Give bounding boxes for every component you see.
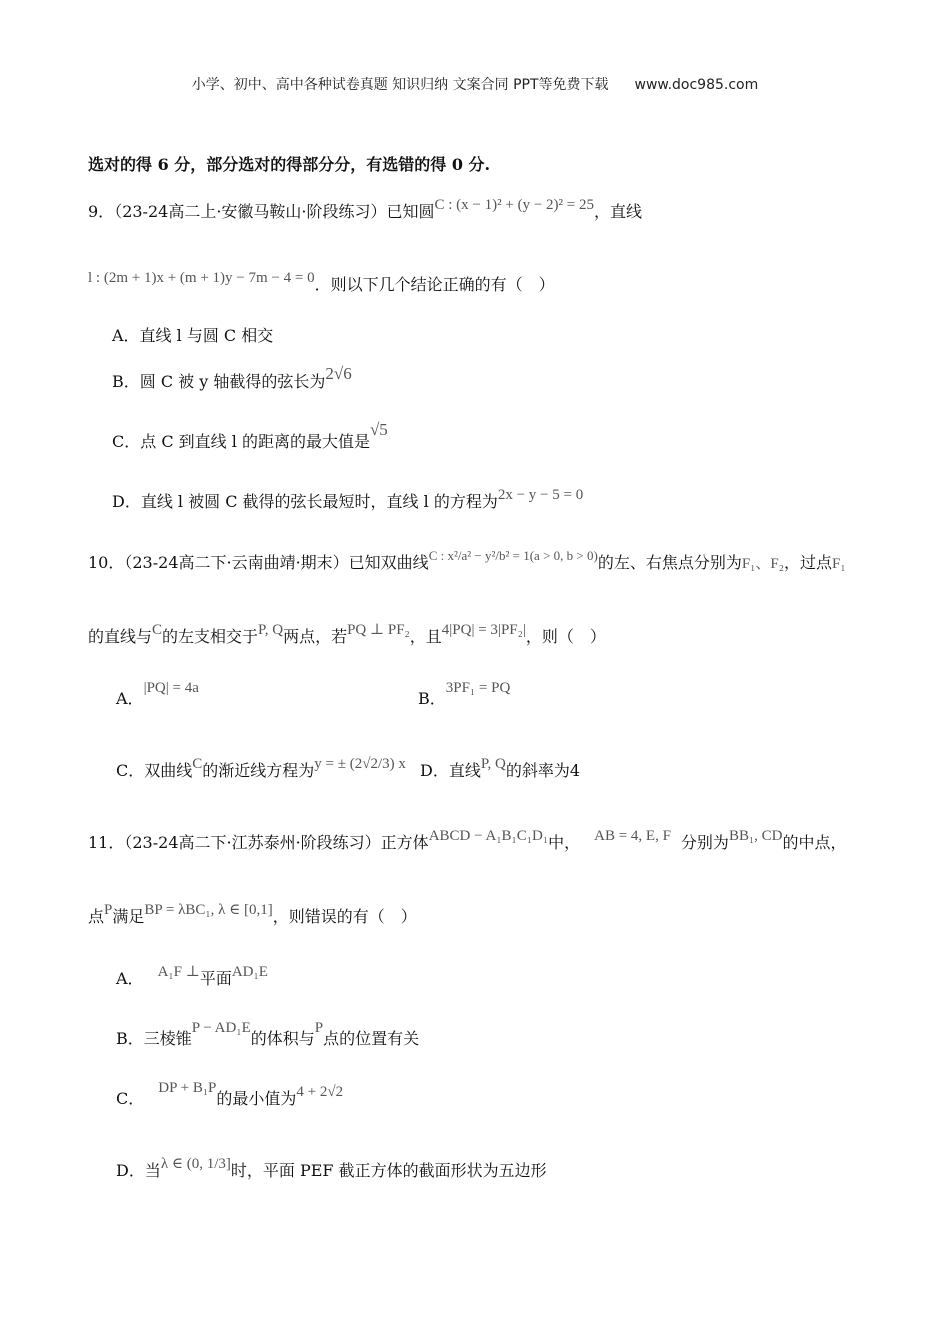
q9-ask: ．则以下几个结论正确的有（ ） bbox=[314, 275, 555, 294]
q11-option-a-label: A． bbox=[116, 969, 144, 988]
q10-c: C bbox=[152, 622, 163, 638]
q11-number: 11． bbox=[88, 833, 125, 852]
q11-text-end: 的中点， bbox=[782, 833, 847, 852]
q11-option-b-text: B．三棱锥 bbox=[116, 1029, 192, 1048]
q10-text2: ，过点 bbox=[783, 553, 832, 572]
q11-option-a-math: A₁F ⊥ bbox=[157, 964, 200, 980]
q11-line1 bbox=[88, 830, 847, 853]
q11-text-mid: 中， bbox=[548, 833, 581, 852]
q11-source: （23-24高二下·江苏泰州·阶段练习）正方体 bbox=[124, 833, 429, 852]
q9-option-b bbox=[112, 364, 352, 392]
q9-after-circle: ，直线 bbox=[594, 202, 643, 221]
q11-option-c-text: 的最小值为 bbox=[216, 1089, 297, 1108]
q10-line1 bbox=[88, 550, 846, 573]
q10-perp: PQ ⊥ PF₂ bbox=[347, 622, 410, 638]
q11-option-b-p: P bbox=[314, 1020, 324, 1036]
q11-given: AB = 4, E, F bbox=[594, 828, 671, 844]
q9-line-equation: l : (2m + 1)x + (m + 1)y − 7m − 4 = 0 bbox=[88, 270, 315, 286]
q11-option-c bbox=[116, 1080, 344, 1109]
q10-option-c-mid: 的渐近线方程为 bbox=[202, 761, 315, 780]
q9-line1 bbox=[88, 199, 642, 222]
q9-line2 bbox=[88, 272, 555, 295]
q11-line2-c: ，则错误的有（ ） bbox=[272, 907, 417, 926]
q10-ratio: 4|PQ| = 3|PF₂| bbox=[441, 622, 526, 638]
q10-line2-a: 的直线与 bbox=[88, 627, 153, 646]
q9-option-c-text: C．点 C 到直线 l 的距离的最大值是 bbox=[112, 432, 370, 451]
q10-f1: F₁ bbox=[832, 556, 846, 572]
q10-line2-c: 两点，若 bbox=[283, 627, 348, 646]
q11-option-a-math2: AD₁E bbox=[231, 964, 268, 980]
q11-option-d-text: D．当 bbox=[116, 1161, 161, 1180]
q10-option-d-var: P, Q bbox=[480, 756, 506, 772]
q10-option-c-var: C bbox=[192, 756, 203, 772]
q11-option-a-text: 平面 bbox=[199, 969, 232, 988]
q10-option-c-text: C．双曲线 bbox=[116, 761, 193, 780]
q10-pq-points: P, Q bbox=[258, 622, 284, 638]
q10-option-c-math: y = ± (2√2/3) x bbox=[314, 756, 406, 772]
q11-option-b-mid: 的体积与 bbox=[250, 1029, 315, 1048]
header-text: 小学、初中、高中各种试卷真题 知识归纳 文案合同 PPT等免费下载 bbox=[191, 77, 609, 93]
q10-line2 bbox=[88, 624, 606, 647]
q11-segments: BB₁, CD bbox=[728, 828, 783, 844]
q9-option-c bbox=[112, 420, 388, 452]
q10-option-b-math: 3PF₁ = PQ bbox=[445, 680, 511, 696]
q11-option-d bbox=[116, 1158, 547, 1181]
q10-option-d-text: D．直线 bbox=[420, 761, 481, 780]
page-header bbox=[0, 74, 950, 94]
q9-option-a: A．直线 l 与圆 C 相交 bbox=[112, 326, 274, 345]
q10-option-a bbox=[116, 680, 199, 709]
q11-cube: ABCD − A₁B₁C₁D₁ bbox=[428, 828, 549, 844]
q11-line2 bbox=[88, 904, 417, 927]
q9-option-d-text: D．直线 l 被圆 C 截得的弦长最短时，直线 l 的方程为 bbox=[112, 492, 498, 511]
q9-option-b-text: B．圆 C 被 y 轴截得的弦长为 bbox=[112, 372, 326, 391]
q11-option-d-math: λ ∈ (0, 1/3] bbox=[160, 1156, 231, 1172]
q10-line2-d: ，且 bbox=[409, 627, 442, 646]
q9-option-d-math: 2x − y − 5 = 0 bbox=[497, 487, 584, 503]
q11-condition: BP = λBC₁, λ ∈ [0,1] bbox=[144, 902, 273, 918]
q11-text-mid2: 分别为 bbox=[680, 833, 729, 852]
q11-option-b bbox=[116, 1020, 420, 1049]
q11-option-b-end: 点的位置有关 bbox=[323, 1029, 420, 1048]
q9-circle-equation: C : (x − 1)² + (y − 2)² = 25 bbox=[434, 197, 594, 213]
q11-option-c-label: C． bbox=[116, 1089, 145, 1108]
q11-option-d-end: 时，平面 PEF 截正方体的截面形状为五边形 bbox=[230, 1161, 547, 1180]
q10-line2-e: ，则（ ） bbox=[525, 627, 606, 646]
q9-source: （23-24高二上·安徽马鞍山·阶段练习）已知圆 bbox=[114, 202, 435, 221]
q11-line2-a: 点 bbox=[88, 907, 105, 926]
header-url: www.doc985.com bbox=[634, 77, 759, 93]
q10-text1: 的左、右焦点分别为 bbox=[597, 553, 742, 572]
q11-option-c-math2: 4 + 2√2 bbox=[296, 1084, 344, 1100]
q10-option-c bbox=[116, 758, 406, 781]
q10-option-a-math: |PQ| = 4a bbox=[143, 680, 199, 696]
q10-option-d bbox=[420, 758, 580, 781]
q11-p: P bbox=[104, 902, 113, 918]
q9-option-c-math: √5 bbox=[369, 420, 388, 439]
q11-line2-b: 满足 bbox=[112, 907, 145, 926]
q9-number: 9． bbox=[88, 202, 115, 221]
q11-option-b-math: P − AD₁E bbox=[191, 1020, 251, 1036]
q11-option-c-math: DP + B₁P bbox=[158, 1080, 217, 1096]
q10-option-b bbox=[418, 680, 511, 709]
q10-option-b-label: B． bbox=[418, 689, 446, 708]
q10-source: （23-24高二下·云南曲靖·期末）已知双曲线 bbox=[124, 553, 429, 572]
q10-option-d-mid: 的斜率为4 bbox=[505, 761, 581, 780]
q10-number: 10． bbox=[88, 553, 125, 572]
q10-option-a-label: A． bbox=[116, 689, 144, 708]
q10-foci: F₁、F₂ bbox=[741, 556, 784, 572]
q10-line2-b: 的左支相交于 bbox=[162, 627, 259, 646]
q11-option-a bbox=[116, 966, 268, 989]
intro-line: 选对的得 6 分，部分选对的得部分分，有选错的得 0 分. bbox=[88, 155, 491, 174]
q9-option-d bbox=[112, 489, 583, 512]
q9-option-b-math: 2√6 bbox=[325, 364, 352, 383]
q10-hyperbola-equation: C : x²/a² − y²/b² = 1(a > 0, b > 0) bbox=[428, 548, 598, 563]
